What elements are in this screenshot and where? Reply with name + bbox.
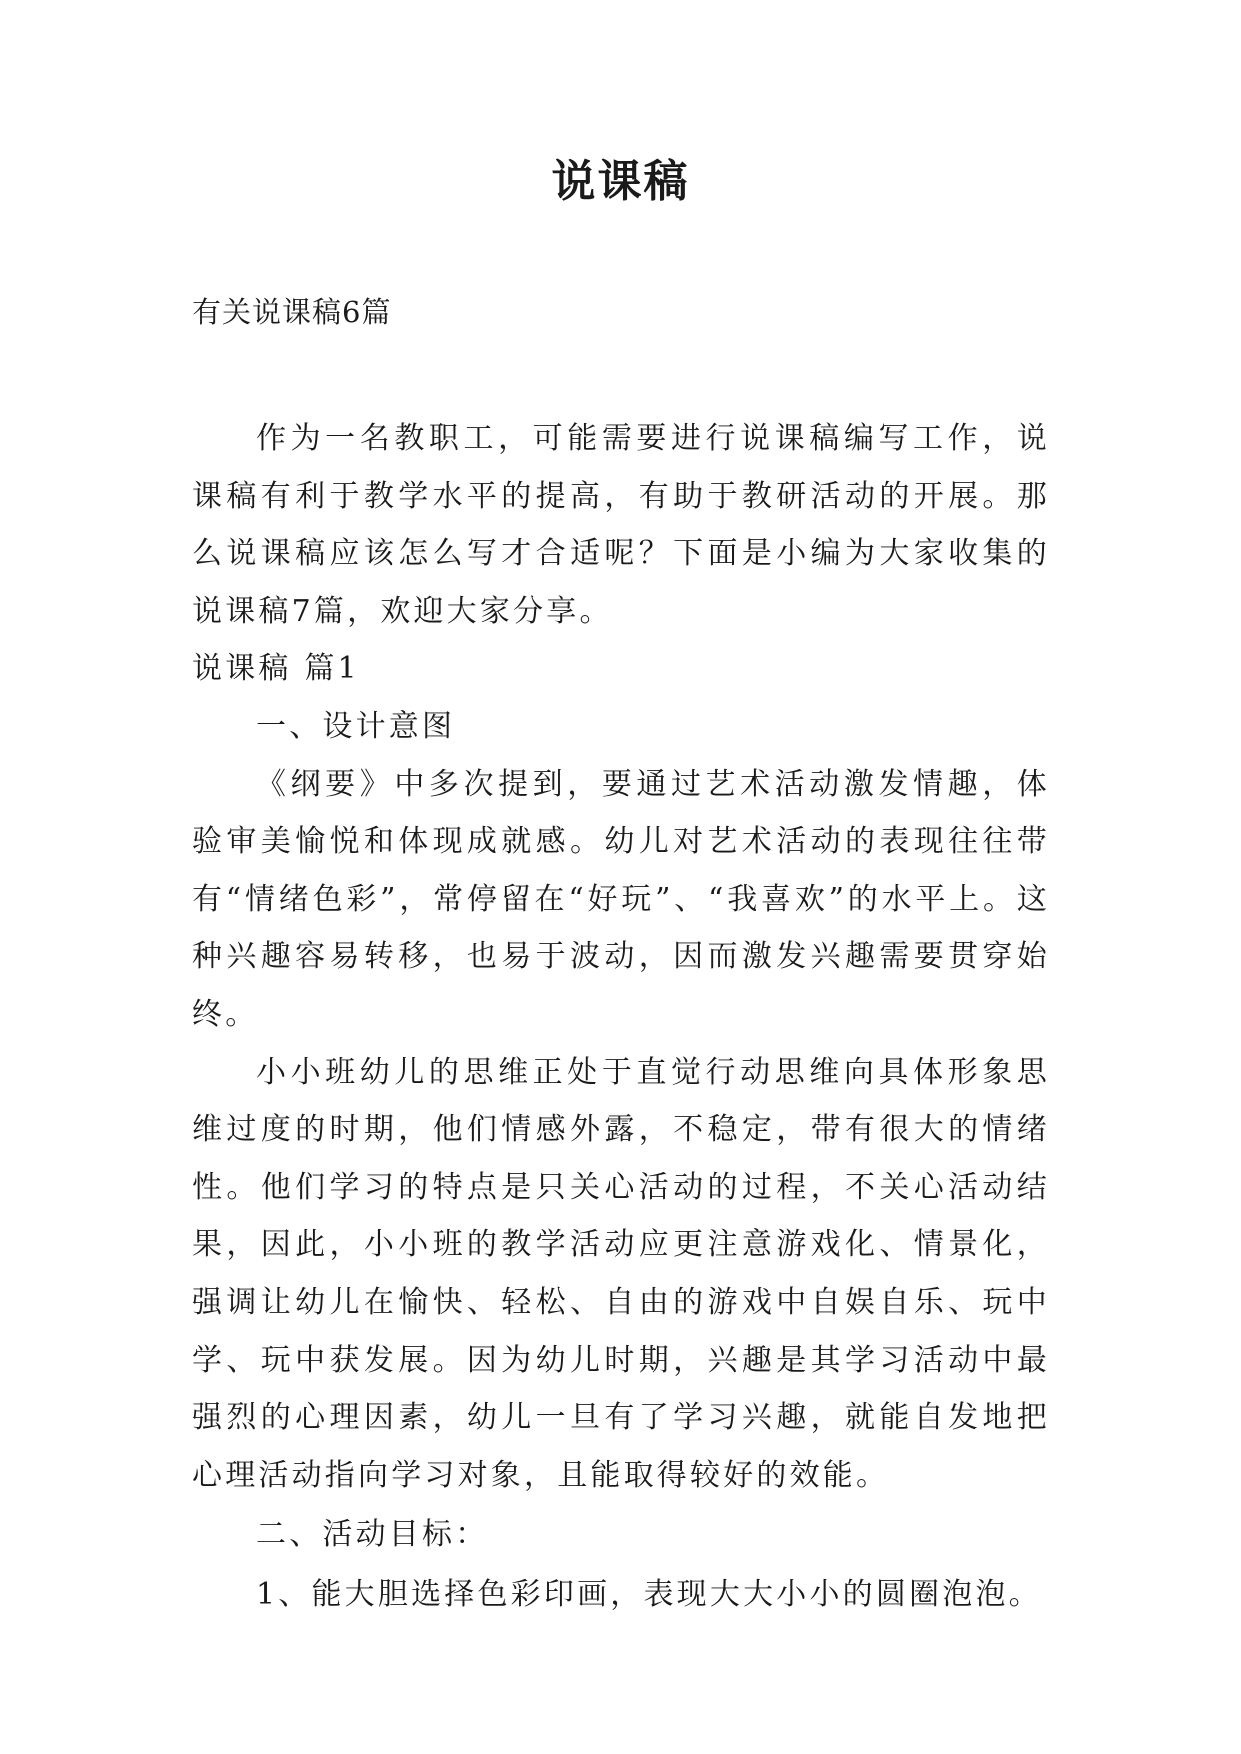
goal-item-1: 1、能大胆选择色彩印画，表现大大小小的圆圈泡泡。	[256, 1576, 1042, 1612]
paragraph-design-intent-2: 小小班幼儿的思维正处于直觉行动思维向具体形象思维过度的时期，他们情感外露，不稳定，带有很大的情绪性。他们学习的特点是只关心活动的过程，不关心活动结果，因此，小小班的教学活动应更注意游戏化、情景化，强调让幼儿在愉快、轻松、自由的游戏中自娱自乐、玩中学、玩中获发展。因为幼儿时期，兴趣是其学习活动中最强烈的心理因素，幼儿一旦有了学习兴趣，就能自发地把心理活动指向学习对象，且能取得较好的效能。	[192, 1054, 1050, 1493]
part2-heading: 二、活动目标：	[256, 1517, 489, 1553]
section-heading: 说课稿 篇1	[192, 651, 360, 687]
intro-paragraph: 作为一名教职工，可能需要进行说课稿编写工作，说课稿有利于教学水平的提高，有助于教研活动的开展。那么说课稿应该怎么写才合适呢？下面是小编为大家收集的说课稿7篇，欢迎大家分享。	[192, 421, 1050, 629]
document-body	[192, 410, 1050, 1623]
paragraph-design-intent-1: 《纲要》中多次提到，要通过艺术活动激发情趣，体验审美愉悦和体现成就感。幼儿对艺术活动的表现往往带有“情绪色彩”，常停留在“好玩”、“我喜欢”的水平上。这种兴趣容易转移，也易于波动，因而激发兴趣需要贯穿始终。	[192, 766, 1050, 1032]
document-title: 说课稿	[551, 156, 690, 207]
part1-heading: 一、设计意图	[256, 708, 456, 744]
document-subtitle: 有关说课稿6篇	[192, 295, 392, 329]
